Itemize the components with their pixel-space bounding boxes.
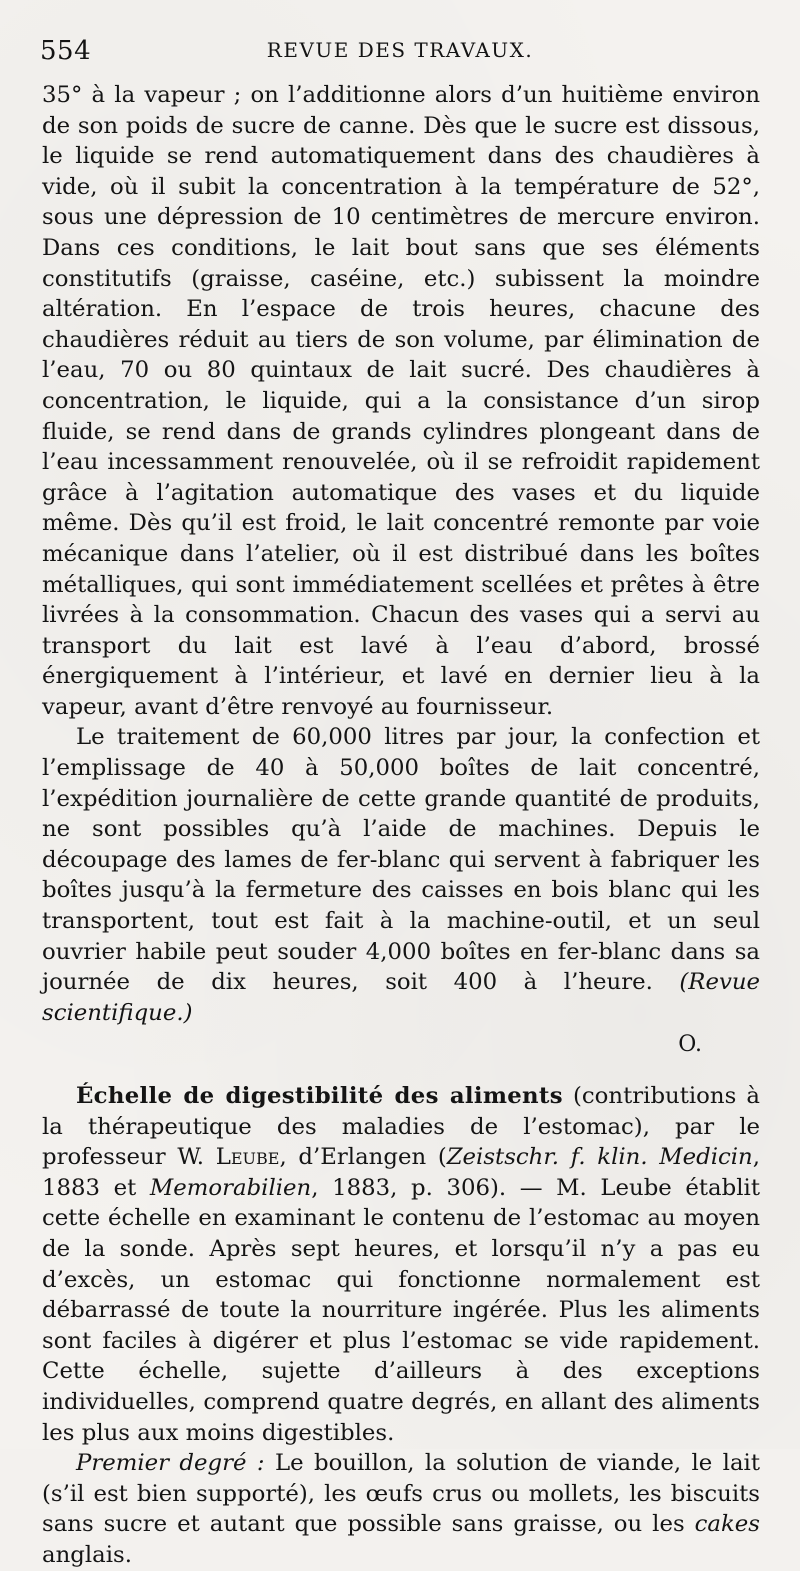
- paragraph-machinery: [42, 722, 760, 1028]
- digestibility-text-b: , d’Erlangen (: [279, 1144, 447, 1171]
- page-number: 554: [40, 36, 92, 66]
- paragraph-digestibility: [42, 1081, 760, 1448]
- section-title: Échelle de digestibilité des aliments: [76, 1083, 563, 1109]
- section-spacer: [42, 1061, 760, 1081]
- first-degree-label: Premier degré :: [76, 1450, 265, 1477]
- article-signature: O.: [678, 1032, 702, 1058]
- first-degree-text-a: Le bouillon, la solution de viande, le lait (s’il est bien supporté), les œufs crus ou mollets, les biscuits sans sucre et autant que possible sans graisse, ou les: [42, 1450, 760, 1538]
- machinery-text: Le traitement de 60,000 litres par jour, la confection et l’emplissage de 40 à 50,000 boîtes de lait concentré, l’expédition journalière de cette grande quantité de produits, ne sont possibles qu’à l’aide de machines. Depuis le découpage des lames de fer-blanc qui servent à fabriquer les boîtes jusqu’à la fermeture des caisses en bois blanc qui les transportent, tout est fait à la machine-outil, et un seul ouvrier habile peut souder 4,000 boîtes en fer-blanc dans sa journée de dix heures, soit 400 à l’heure.: [42, 724, 760, 996]
- source-citation: (Revue scientifique.): [42, 969, 760, 1026]
- running-head: REVUE DES TRAVAUX.: [266, 38, 534, 62]
- page-header: [40, 36, 760, 76]
- journal-title-2: Memorabilien: [149, 1174, 312, 1201]
- paragraph-dairy-process: 35° à la vapeur ; on l’additionne alors d’un huitième environ de son poids de sucre de canne. Dès que le sucre est dissous, le liquide se rend automatiquement dans des chaudières à vide, où il subit la concentration à la température de 52°, sous une dépression de 10 centimètres de mercure environ. Dans ces conditions, le lait bout sans que ses éléments constitutifs (graisse, caséine, etc.) subissent la moindre altération. En l’espace de trois heures, chacune des chaudières réduit au tiers de son volume, par élimination de l’eau, 70 ou 80 quintaux de lait sucré. Des chaudières à concentration, le liquide, qui a la consistance d’un sirop fluide, se rend dans de grands cylindres plongeant dans de l’eau incessamment renouvelée, où il se refroidit rapidement grâce à l’agitation automatique des vases et du liquide même. Dès qu’il est froid, le lait concentré remonte par voie mécanique dans l’atelier, où il est distribué dans les boîtes métalliques, qui sont immédiatement scellées et prêtes à être livrées à la consommation. Chacun des vases qui a servi au transport du lait est lavé à l’eau d’abord, brossé énergiquement à l’intérieur, et lavé en dernier lieu à la vapeur, avant d’être renvoyé au fournisseur.: [42, 82, 760, 720]
- paragraph-first-degree: [42, 1448, 760, 1570]
- digestibility-text-d: , 1883, p. 306). — M. Leube établit cette échelle en examinant le contenu de l’estomac au moyen de la sonde. Après sept heures, et lorsqu’il n’y a pas eu d’excès, un estomac qui fonctionne normalement est débarrassé de toute la nourriture ingérée. Plus les aliments sont faciles à digérer et plus l’estomac se vide rapidement. Cette échelle, sujette d’ailleurs à des exceptions individuelles, comprend quatre degrés, en allant des aliments les plus aux moins digestibles.: [42, 1174, 760, 1446]
- author-name: Leube: [215, 1144, 280, 1171]
- journal-title-1: Zeistschr. f. klin. Medicin: [446, 1144, 753, 1171]
- digestibility-text-a: (contributions à la thérapeutique des maladies de l’estomac), par le professeur W.: [42, 1083, 760, 1171]
- digestibility-text-c: , 1883 et: [42, 1144, 760, 1201]
- cakes-word: cakes: [694, 1511, 760, 1538]
- first-degree-text-b: anglais.: [42, 1541, 132, 1568]
- body-text: [42, 80, 760, 1571]
